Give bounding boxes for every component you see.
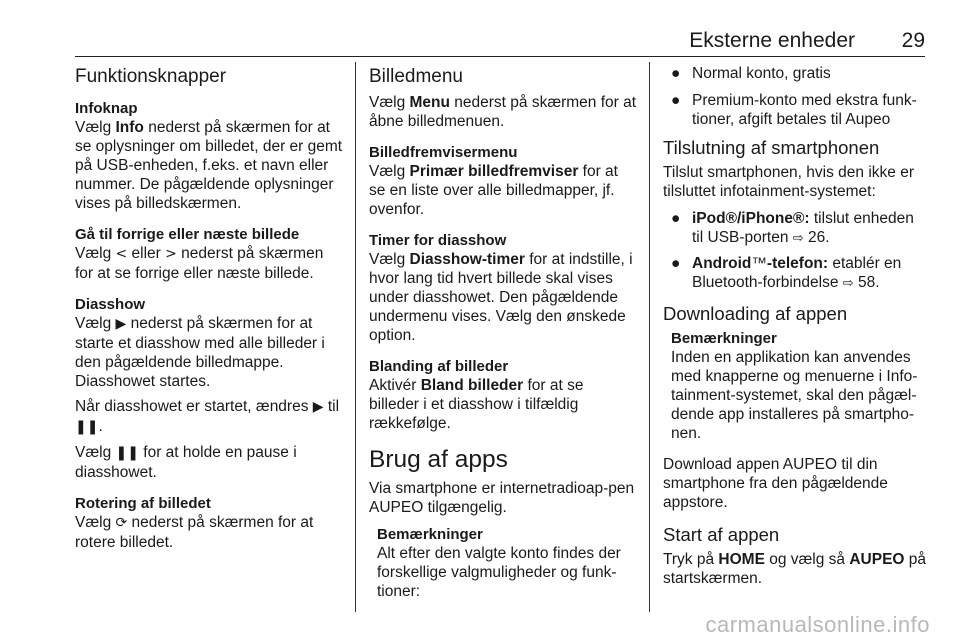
paragraph: Download appen AUPEO til din smartphone fra den pågældende appstore.: [663, 456, 888, 511]
subheading: Billedfremvisermenu: [369, 144, 518, 161]
bullet-icon: ●: [671, 255, 681, 272]
section-title: Tilslutning af smartphonen: [663, 137, 880, 158]
bullet-icon: ●: [671, 92, 681, 109]
column-divider: [649, 62, 650, 612]
column-3: [663, 64, 927, 600]
paragraph: Vælg ⟳ nederst på skærmen for at rotere billedet.: [75, 514, 314, 551]
reference-arrow-icon: ⇨: [842, 276, 854, 291]
section-title: Brug af apps: [369, 446, 508, 473]
paragraph: Vælg Primær billedfremviser for at se en liste over alle billedmapper, jf. ovenfor.: [369, 163, 618, 218]
note-heading: Bemærkninger: [671, 330, 777, 347]
note-text: Inden en applikation kan anvendes med knapperne og menuerne i Info-tainment-systemet, skal den pågæl-dende app installeres på smartpho-nen.: [671, 349, 918, 442]
list-item: ● Android™-telefon: etablér en Bluetooth-forbindelse ⇨ 58.: [671, 255, 902, 291]
previous-icon: <: [115, 246, 128, 262]
page-number: 29: [901, 29, 925, 52]
subheading: Timer for diasshow: [369, 232, 507, 249]
section-title: Funktionsknapper: [75, 66, 227, 87]
paragraph: Vælg Diasshow-timer for at indstille, i hvor lang tid hvert billede skal vises under diasshowet. Den pågældende undermenu vises. Vælg den ønskede option.: [369, 251, 633, 344]
subheading: Infoknap: [75, 100, 138, 117]
list-item: ● Premium-konto med ekstra funk-tioner, afgift betales til Aupeo: [671, 92, 917, 128]
bullet-icon: ●: [671, 65, 681, 82]
column-1: [75, 60, 345, 564]
chapter-title: Eksterne enheder: [689, 29, 855, 52]
paragraph: Tryk på HOME og vælg så AUPEO på startskærmen.: [663, 551, 927, 587]
pause-icon: ❚❚: [75, 419, 99, 435]
note-text: Alt efter den valgte konto findes der forskellige valgmuligheder og funk-tioner:: [377, 545, 621, 600]
paragraph: Vælg Menu nederst på skærmen for at åbne billedmenuen.: [369, 94, 637, 130]
play-icon: ▶: [115, 316, 127, 332]
pause-icon: ❚❚: [115, 445, 139, 461]
paragraph: Via smartphone er internetradioap-pen AUPEO tilgængelig.: [369, 480, 635, 516]
reference-arrow-icon: ⇨: [792, 231, 804, 246]
note-box: [369, 525, 637, 601]
paragraph: Tilslut smartphonen, hvis den ikke er tilsluttet infotainment-systemet:: [663, 164, 914, 200]
column-divider: [355, 62, 356, 612]
paragraph: Vælg ❚❚ for at holde en pause i diasshowet.: [75, 444, 297, 481]
next-icon: >: [165, 246, 177, 262]
subheading: Diasshow: [75, 296, 146, 313]
subheading: Blanding af billeder: [369, 358, 509, 375]
play-icon: ▶: [312, 399, 324, 415]
note-heading: Bemærkninger: [377, 526, 483, 543]
bullet-icon: ●: [671, 210, 681, 227]
paragraph: Aktivér Bland billeder for at se billeder i et diasshow i tilfældig rækkefølge.: [369, 377, 584, 432]
column-2: [369, 60, 637, 613]
subheading: Rotering af billedet: [75, 495, 211, 512]
list-item: ● iPod®/iPhone®: tilslut enheden til USB-porten ⇨ 26.: [671, 210, 914, 246]
note-box: [663, 329, 927, 443]
section-title: Start af appen: [663, 524, 780, 545]
header-rule: [75, 56, 925, 57]
paragraph: Vælg ▶ nederst på skærmen for at starte et diasshow med alle billeder i den pågældende billedmappe. Diasshowet startes.: [75, 315, 325, 390]
section-title: Billedmenu: [369, 66, 463, 87]
page-header: [75, 28, 925, 54]
paragraph: Vælg < eller > nederst på skærmen for at se forrige eller næste billede.: [75, 245, 324, 282]
list-item: ● Normal konto, gratis: [671, 65, 831, 82]
rotate-icon: ⟳: [115, 515, 128, 531]
paragraph: Når diasshowet er startet, ændres ▶ til ❚❚.: [75, 398, 340, 435]
paragraph: Vælg Info nederst på skærmen for at se oplysninger om billedet, der er gemt på USB-enheden, f.eks. et navn eller nummer. De pågældende oplysninger vises på billedskærmen.: [75, 119, 343, 212]
section-title: Downloading af appen: [663, 303, 848, 324]
subheading: Gå til forrige eller næste billede: [75, 226, 300, 243]
watermark: carmanualsonline.info: [705, 612, 930, 637]
